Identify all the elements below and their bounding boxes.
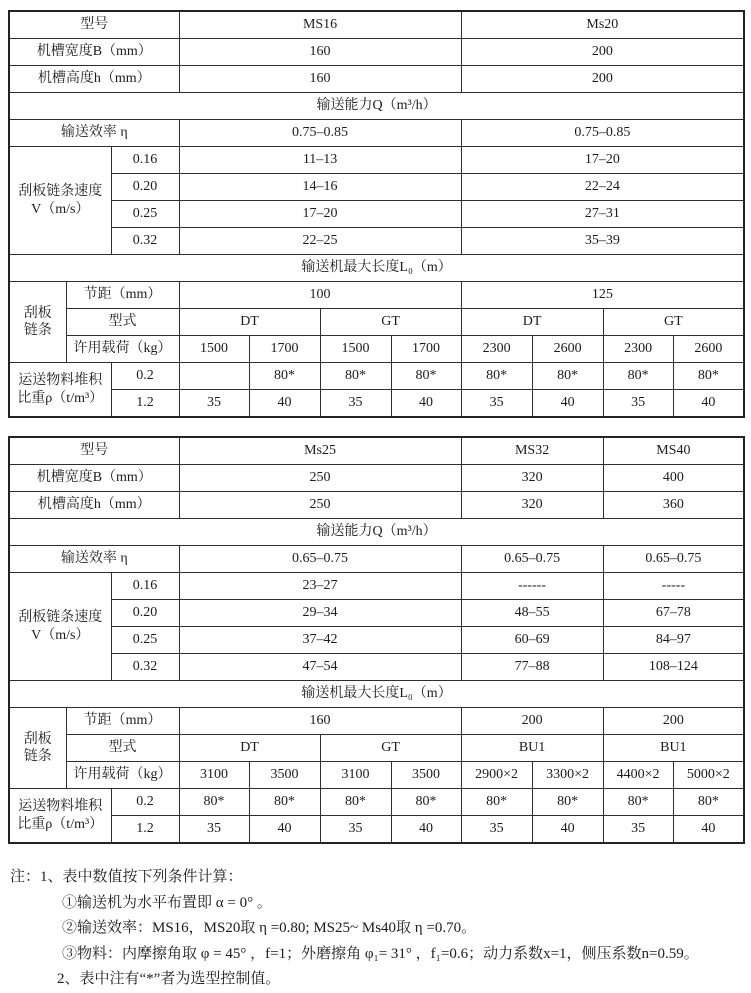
row-label — [9, 147, 111, 255]
sub-row-label: 0.2 — [111, 789, 179, 816]
table-row — [9, 174, 744, 201]
value-cell: DT — [179, 735, 320, 762]
value-cell: 48–55 — [461, 600, 603, 627]
section-header: 输送能力Q（m³/h） — [9, 519, 744, 546]
value-cell: GT — [603, 309, 744, 336]
row-label-line: 刮板链条速度 — [18, 610, 103, 625]
value-cell: 1500 — [179, 336, 249, 363]
value-cell: 160 — [179, 708, 461, 735]
value-cell: 3500 — [249, 762, 320, 789]
value-cell: ------ — [461, 573, 603, 600]
value-cell: 400 — [603, 465, 744, 492]
value-cell: 35–39 — [461, 228, 744, 255]
row-label: 许用载荷（kg） — [66, 762, 179, 789]
table-row — [9, 228, 744, 255]
value-cell: 2900×2 — [461, 762, 532, 789]
value-cell: 1700 — [249, 336, 320, 363]
row-label-line: 刮板链条速度 — [18, 184, 103, 199]
value-cell: 1700 — [391, 336, 461, 363]
value-cell: MS16 — [179, 11, 461, 39]
value-cell: 40 — [391, 390, 461, 418]
value-cell: 250 — [179, 492, 461, 519]
value-cell: 40 — [391, 816, 461, 844]
value-cell: 80* — [179, 789, 249, 816]
table-row — [9, 255, 744, 282]
note-line: 注：1、表中数值按下列条件计算： — [10, 869, 243, 885]
value-cell: 108–124 — [603, 654, 744, 681]
table-row — [9, 762, 744, 789]
row-label — [9, 708, 66, 789]
table-row — [9, 93, 744, 120]
value-cell: 27–31 — [461, 201, 744, 228]
value-cell: 35 — [461, 390, 532, 418]
table-row — [9, 627, 744, 654]
value-cell: 14–16 — [179, 174, 461, 201]
value-cell — [179, 363, 249, 390]
sub-row-label: 0.20 — [111, 600, 179, 627]
table-row — [9, 437, 744, 465]
value-cell: 84–97 — [603, 627, 744, 654]
value-cell: Ms25 — [179, 437, 461, 465]
value-cell: 60–69 — [461, 627, 603, 654]
sub-row-label: 0.32 — [111, 654, 179, 681]
row-label-line: 比重ρ（t/m³） — [17, 816, 104, 832]
table-row — [9, 735, 744, 762]
value-cell: MS40 — [603, 437, 744, 465]
spec-table-top — [8, 10, 745, 418]
value-cell: GT — [320, 735, 461, 762]
value-cell: 37–42 — [179, 627, 461, 654]
value-cell: 80* — [532, 789, 603, 816]
row-label: 机槽高度h（mm） — [9, 492, 179, 519]
value-cell: 360 — [603, 492, 744, 519]
table-row — [9, 492, 744, 519]
value-cell: 80* — [249, 789, 320, 816]
value-cell: MS32 — [461, 437, 603, 465]
row-label: 机槽高度h（mm） — [9, 66, 179, 93]
table-row — [9, 654, 744, 681]
row-label-line: V（m/s） — [31, 201, 90, 217]
table-row — [9, 546, 744, 573]
row-label-line: 刮板 — [23, 305, 52, 321]
row-label: 型号 — [9, 437, 179, 465]
row-label: 许用载荷（kg） — [66, 336, 179, 363]
row-label-line: 运送物料堆积 — [18, 373, 103, 388]
value-cell: 67–78 — [603, 600, 744, 627]
value-cell: 3100 — [179, 762, 249, 789]
value-cell: ----- — [603, 573, 744, 600]
value-cell: 80* — [391, 363, 461, 390]
value-cell: 77–88 — [461, 654, 603, 681]
row-label-line: 刮板 — [23, 731, 52, 747]
row-label: 型号 — [9, 11, 179, 39]
row-label: 型式 — [66, 309, 179, 336]
value-cell: 200 — [461, 708, 603, 735]
value-cell: 35 — [320, 816, 391, 844]
value-cell: 35 — [179, 390, 249, 418]
value-cell: 3500 — [391, 762, 461, 789]
value-cell: Ms20 — [461, 11, 744, 39]
sub-row-label: 0.25 — [111, 627, 179, 654]
row-label — [9, 573, 111, 681]
sub-row-label: 1.2 — [111, 390, 179, 418]
value-cell: 40 — [532, 816, 603, 844]
value-cell: 80* — [391, 789, 461, 816]
value-cell: 23–27 — [179, 573, 461, 600]
table-row — [9, 681, 744, 708]
value-cell: 0.75–0.85 — [179, 120, 461, 147]
value-cell: 47–54 — [179, 654, 461, 681]
sub-row-label: 0.25 — [111, 201, 179, 228]
table-row — [9, 66, 744, 93]
section-header: 输送能力Q（m³/h） — [9, 93, 744, 120]
value-cell: 80* — [673, 363, 744, 390]
value-cell: 200 — [461, 66, 744, 93]
table-row — [9, 573, 744, 600]
value-cell: 80* — [532, 363, 603, 390]
row-label-line: 链条 — [23, 323, 52, 338]
value-cell: 35 — [603, 816, 673, 844]
row-label — [9, 282, 66, 363]
value-cell: 11–13 — [179, 147, 461, 174]
value-cell: 80* — [673, 789, 744, 816]
value-cell: 17–20 — [461, 147, 744, 174]
value-cell: 0.75–0.85 — [461, 120, 744, 147]
sub-row-label: 0.32 — [111, 228, 179, 255]
value-cell: 35 — [461, 816, 532, 844]
table-row — [9, 11, 744, 39]
value-cell: 22–25 — [179, 228, 461, 255]
value-cell: 2300 — [461, 336, 532, 363]
note-line: ③物料：内摩擦角取 φ = 45° ，f=1；外磨擦角 φ₁= 31° ，f₁=0.6；动力系数x=1，侧压系数n=0.59。 — [62, 945, 699, 962]
row-label: 输送效率 η — [9, 120, 179, 147]
value-cell: DT — [461, 309, 603, 336]
spec-table-bottom — [8, 436, 745, 844]
row-label: 机槽宽度B（mm） — [9, 465, 179, 492]
value-cell: 40 — [249, 816, 320, 844]
value-cell: 80* — [603, 363, 673, 390]
note-line: 2、表中注有“*”者为选型控制值。 — [57, 971, 281, 987]
value-cell: 80* — [461, 363, 532, 390]
table-row — [9, 201, 744, 228]
sub-row-label: 0.16 — [111, 147, 179, 174]
value-cell: BU1 — [461, 735, 603, 762]
row-label-line: 运送物料堆积 — [18, 799, 103, 814]
value-cell: 40 — [532, 390, 603, 418]
value-cell: 35 — [320, 390, 391, 418]
value-cell: 200 — [603, 708, 744, 735]
value-cell: 1500 — [320, 336, 391, 363]
value-cell: 0.65–0.75 — [179, 546, 461, 573]
table-row — [9, 708, 744, 735]
value-cell: 100 — [179, 282, 461, 309]
table-row — [9, 519, 744, 546]
value-cell: 160 — [179, 39, 461, 66]
sub-row-label: 0.20 — [111, 174, 179, 201]
value-cell: 320 — [461, 465, 603, 492]
value-cell: 2600 — [532, 336, 603, 363]
value-cell: 22–24 — [461, 174, 744, 201]
value-cell: 40 — [249, 390, 320, 418]
sub-row-label: 1.2 — [111, 816, 179, 844]
table-row — [9, 789, 744, 816]
value-cell: 29–34 — [179, 600, 461, 627]
section-header: 输送机最大长度L₀（m） — [9, 681, 744, 708]
value-cell: 2300 — [603, 336, 673, 363]
row-label: 节距（mm） — [66, 708, 179, 735]
value-cell: 5000×2 — [673, 762, 744, 789]
table-row — [9, 309, 744, 336]
value-cell: 80* — [320, 789, 391, 816]
table-row — [9, 390, 744, 418]
section-header: 输送机最大长度L₀（m） — [9, 255, 744, 282]
table-row — [9, 336, 744, 363]
value-cell: 2600 — [673, 336, 744, 363]
value-cell: 3300×2 — [532, 762, 603, 789]
table-row — [9, 39, 744, 66]
value-cell: 250 — [179, 465, 461, 492]
value-cell: 35 — [179, 816, 249, 844]
value-cell: DT — [179, 309, 320, 336]
value-cell: 80* — [249, 363, 320, 390]
row-label — [9, 363, 111, 418]
value-cell: 0.65–0.75 — [461, 546, 603, 573]
table-row — [9, 816, 744, 844]
row-label — [9, 789, 111, 844]
table-row — [9, 600, 744, 627]
value-cell: 80* — [603, 789, 673, 816]
note-line: ②输送效率：MS16，MS20取 η =0.80; MS25~ Ms40取 η =0.70。 — [62, 920, 477, 936]
table-row — [9, 120, 744, 147]
value-cell: 125 — [461, 282, 744, 309]
value-cell: 160 — [179, 66, 461, 93]
row-label-line: 链条 — [23, 749, 52, 764]
sub-row-label: 0.16 — [111, 573, 179, 600]
value-cell: 4400×2 — [603, 762, 673, 789]
value-cell: 35 — [603, 390, 673, 418]
value-cell: 80* — [320, 363, 391, 390]
table-row — [9, 465, 744, 492]
table-row — [9, 363, 744, 390]
row-label: 节距（mm） — [66, 282, 179, 309]
row-label-line: V（m/s） — [31, 627, 90, 643]
note-line: ①输送机为水平布置即 α = 0° 。 — [62, 894, 272, 911]
value-cell: 320 — [461, 492, 603, 519]
value-cell: 40 — [673, 816, 744, 844]
value-cell: BU1 — [603, 735, 744, 762]
table-row — [9, 147, 744, 174]
notes-block — [10, 865, 751, 993]
row-label: 输送效率 η — [9, 546, 179, 573]
value-cell: 80* — [461, 789, 532, 816]
value-cell: 200 — [461, 39, 744, 66]
row-label: 机槽宽度B（mm） — [9, 39, 179, 66]
value-cell: GT — [320, 309, 461, 336]
row-label: 型式 — [66, 735, 179, 762]
value-cell: 40 — [673, 390, 744, 418]
value-cell: 17–20 — [179, 201, 461, 228]
row-label-line: 比重ρ（t/m³） — [17, 390, 104, 406]
value-cell: 3100 — [320, 762, 391, 789]
table-row — [9, 282, 744, 309]
value-cell: 0.65–0.75 — [603, 546, 744, 573]
sub-row-label: 0.2 — [111, 363, 179, 390]
